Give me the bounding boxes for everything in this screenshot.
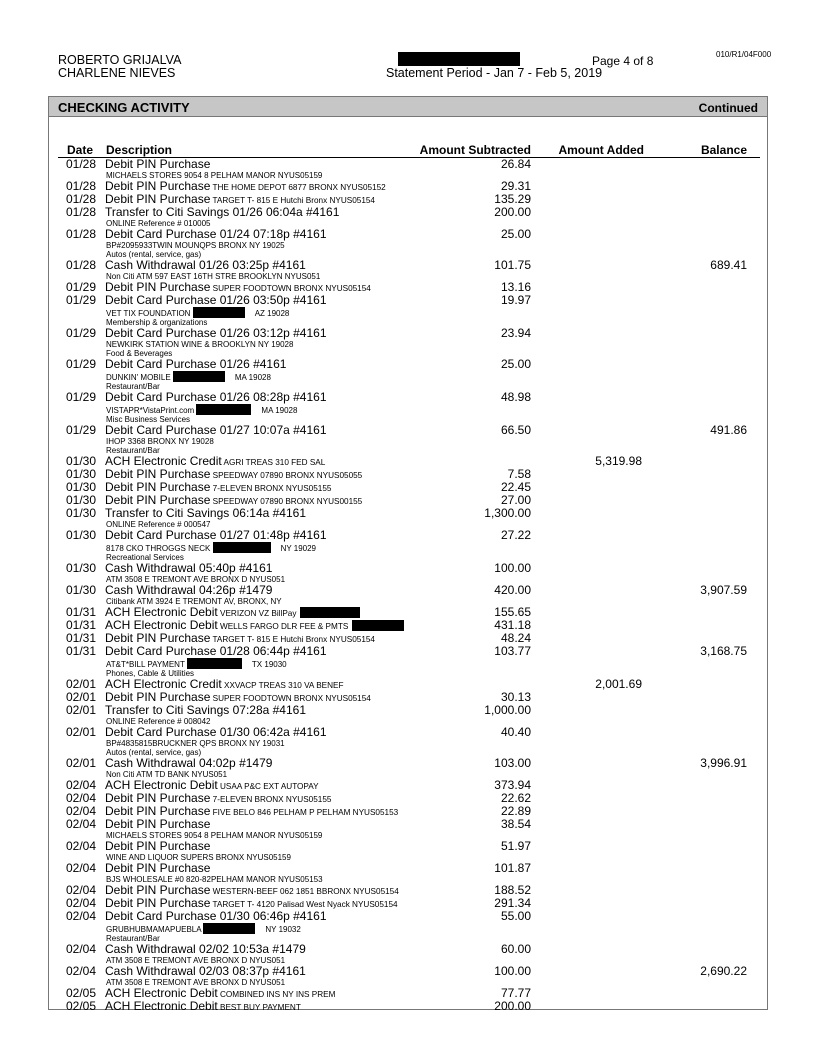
row-main-line: [58, 507, 760, 520]
txn-location: AZ 19028: [254, 309, 290, 318]
amount-subtracted: 155.65: [494, 605, 531, 619]
row-main-line: [58, 840, 760, 853]
amount-subtracted: 101.87: [494, 861, 531, 875]
table-row: [58, 507, 760, 529]
txn-detail: TARGET T- 4120 Palisad West Nyack NYUS05154: [210, 900, 398, 909]
txn-type: ACH Electronic Debit: [105, 605, 218, 619]
txn-description: [105, 358, 286, 371]
txn-detail: SPEEDWAY 07890 BRONX NYUS05055: [210, 471, 363, 480]
txn-detail: FIVE BELO 846 PELHAM P PELHAM NYUS05153: [210, 808, 399, 817]
txn-type: Debit PIN Purchase: [105, 157, 211, 171]
txn-subline-text: GRUBHUBMAMAPUEBLA: [106, 925, 202, 934]
txn-type: Cash Withdrawal 05:40p #4161: [105, 561, 273, 575]
redaction-block: [173, 371, 225, 382]
txn-subline-text: BP#2095933TWIN MOUNQPS BRONX NY 19025: [106, 241, 285, 250]
txn-type: Transfer to Citi Savings 07:28a #4161: [105, 703, 307, 717]
amount-subtracted: 29.31: [500, 179, 531, 193]
txn-location: NY 19032: [265, 925, 301, 934]
txn-type: Cash Withdrawal 02/03 08:37p #4161: [105, 964, 306, 978]
table-row: [58, 704, 760, 726]
amount-subtracted: 100.00: [494, 964, 531, 978]
row-main-line: [58, 158, 760, 171]
table-row: [58, 358, 760, 391]
txn-subline: [58, 923, 760, 934]
txn-subline-text: Autos (rental, service, gas): [106, 748, 202, 757]
amount-subtracted: 48.98: [500, 390, 531, 404]
txn-subline: [58, 658, 760, 669]
col-description: Description: [106, 143, 173, 157]
txn-date: 01/28: [65, 205, 96, 219]
row-main-line: [58, 862, 760, 875]
txn-date: 01/28: [65, 258, 96, 272]
txn-date: 02/04: [65, 778, 96, 792]
txn-date: 02/04: [65, 942, 96, 956]
amount-subtracted: 55.00: [500, 909, 531, 923]
txn-detail: SPEEDWAY 07890 BRONX NYUS00155: [210, 497, 363, 506]
row-main-line: [58, 228, 760, 241]
txn-type: Debit Card Purchase 01/27 10:07a #4161: [105, 423, 327, 437]
txn-type: Debit PIN Purchase: [105, 861, 211, 875]
txn-type: ACH Electronic Debit: [105, 999, 218, 1013]
redaction-block: [398, 52, 520, 66]
txn-subline: [58, 371, 760, 382]
txn-type: ACH Electronic Credit: [105, 454, 222, 468]
txn-type: Debit PIN Purchase: [105, 480, 211, 494]
txn-location: NY 19029: [280, 544, 316, 553]
txn-date: 02/04: [65, 791, 96, 805]
table-row: [58, 294, 760, 327]
table-row: [58, 965, 760, 987]
row-main-line: [58, 327, 760, 340]
amount-subtracted: 25.00: [500, 357, 531, 371]
txn-date: 01/30: [65, 583, 96, 597]
amount-subtracted: 373.94: [494, 778, 531, 792]
txn-type: Cash Withdrawal 04:26p #1479: [105, 583, 273, 597]
txn-date: 02/01: [65, 690, 96, 704]
row-main-line: [58, 562, 760, 575]
amount-subtracted: 13.16: [500, 280, 531, 294]
txn-type: Debit PIN Purchase: [105, 791, 211, 805]
txn-subline-text: Restaurant/Bar: [106, 382, 160, 391]
txn-detail: SUPER FOODTOWN BRONX NYUS05154: [210, 694, 371, 703]
amount-subtracted: 25.00: [500, 227, 531, 241]
amount-subtracted: 22.89: [500, 804, 531, 818]
table-row: [58, 327, 760, 358]
table-row: [58, 584, 760, 606]
txn-detail: XXVACP TREAS 310 VA BENEF: [221, 681, 344, 690]
table-row: [58, 562, 760, 584]
txn-subline-text: Non Citi ATM 597 EAST 16TH STRE BROOKLYN NYUS051: [106, 272, 321, 281]
balance: 2,690.22: [700, 964, 747, 978]
amount-subtracted: 51.97: [500, 839, 531, 853]
txn-date: 01/31: [65, 605, 96, 619]
txn-date: 01/30: [65, 454, 96, 468]
txn-subline-text: ATM 3508 E TREMONT AVE BRONX D NYUS051: [106, 978, 286, 987]
txn-type: Debit PIN Purchase: [105, 839, 211, 853]
table-row: [58, 757, 760, 779]
txn-subline-text: Membership & organizations: [106, 318, 208, 327]
txn-subline: [58, 340, 760, 349]
txn-description: [105, 910, 327, 923]
txn-subline: [58, 307, 760, 318]
balance: 3,907.59: [700, 583, 747, 597]
txn-type: Cash Withdrawal 04:02p #1479: [105, 756, 273, 770]
txn-detail: 7-ELEVEN BRONX NYUS05155: [210, 484, 332, 493]
txn-type: Debit Card Purchase 01/28 06:44p #4161: [105, 644, 327, 658]
row-main-line: [58, 206, 760, 219]
txn-date: 02/04: [65, 964, 96, 978]
txn-date: 02/04: [65, 883, 96, 897]
table-row: [58, 391, 760, 424]
txn-location: TX 19030: [251, 660, 287, 669]
txn-type: Debit PIN Purchase: [105, 467, 211, 481]
txn-subline-text: DUNKIN' MOBILE: [106, 373, 171, 382]
txn-description: [105, 757, 272, 770]
txn-subline-text: Citibank ATM 3924 E TREMONT AV, BRONX, NY: [106, 597, 282, 606]
amount-subtracted: 135.29: [494, 192, 531, 206]
row-main-line: [58, 704, 760, 717]
row-main-line: [58, 391, 760, 404]
txn-subline-text: ONLINE Reference # 000547: [106, 520, 211, 529]
table-row: [58, 424, 760, 455]
table-row: [58, 1000, 760, 1013]
table-row: [58, 228, 760, 259]
section-title: CHECKING ACTIVITY: [58, 100, 190, 115]
amount-subtracted: 66.50: [500, 423, 531, 437]
txn-subline-text: Recreational Services: [106, 553, 184, 562]
txn-type: Debit PIN Purchase: [105, 690, 211, 704]
txn-description: [105, 228, 327, 241]
txn-detail: TARGET T- 815 E Hutchi Bronx NYUS05154: [210, 196, 375, 205]
txn-description: [105, 327, 327, 340]
txn-type: Debit Card Purchase 01/24 07:18p #4161: [105, 227, 327, 241]
txn-description: [105, 862, 210, 875]
txn-detail: BEST BUY PAYMENT: [217, 1003, 301, 1012]
txn-subline-text: MICHAELS STORES 9054 8 PELHAM MANOR NYUS05159: [106, 171, 323, 180]
amount-subtracted: 200.00: [494, 999, 531, 1013]
txn-type: Debit PIN Purchase: [105, 192, 211, 206]
row-main-line: [58, 424, 760, 437]
txn-type: Debit PIN Purchase: [105, 817, 211, 831]
amount-subtracted: 200.00: [494, 205, 531, 219]
col-balance: Balance: [700, 143, 747, 157]
txn-type: ACH Electronic Debit: [105, 618, 218, 632]
txn-subline-text: ATM 3508 E TREMONT AVE BRONX D NYUS051: [106, 956, 286, 965]
row-main-line: [58, 529, 760, 542]
table-row: [58, 818, 760, 840]
txn-date: 02/01: [65, 756, 96, 770]
txn-type: ACH Electronic Debit: [105, 986, 218, 1000]
txn-description: [105, 840, 210, 853]
txn-date: 02/04: [65, 896, 96, 910]
amount-subtracted: 1,300.00: [484, 506, 531, 520]
redaction-block: [352, 620, 404, 631]
txn-type: Debit PIN Purchase: [105, 896, 211, 910]
txn-subline-text: 8178 CKO THROGGS NECK: [106, 544, 211, 553]
row-main-line: [58, 757, 760, 770]
row-main-line: [58, 965, 760, 978]
txn-subline-text: Misc Business Services: [106, 415, 191, 424]
txn-subline-text: ONLINE Reference # 010005: [106, 219, 211, 228]
redaction-block: [203, 923, 255, 934]
txn-subline-text: IHOP 3368 BRONX NY 19028: [106, 437, 214, 446]
amount-subtracted: 1,000.00: [484, 703, 531, 717]
txn-description: [105, 424, 327, 437]
txn-date: 01/31: [65, 631, 96, 645]
txn-detail: THE HOME DEPOT 6877 BRONX NYUS05152: [210, 183, 386, 192]
txn-date: 02/04: [65, 909, 96, 923]
table-row: [58, 943, 760, 965]
txn-subline: [58, 437, 760, 446]
txn-subline-text: BP#4835815BRUCKNER QPS BRONX NY 19031: [106, 739, 285, 748]
txn-date: 01/28: [65, 179, 96, 193]
balance: 689.41: [710, 258, 747, 272]
txn-type: Debit PIN Purchase: [105, 631, 211, 645]
txn-detail: COMBINED INS NY INS PREM: [217, 990, 336, 999]
txn-subline: [58, 739, 760, 748]
holder-name-2: CHARLENE NIEVES: [58, 66, 176, 80]
txn-subline-text: WINE AND LIQUOR SUPERS BRONX NYUS05159: [106, 853, 291, 862]
row-main-line: [58, 818, 760, 831]
txn-detail: 7-ELEVEN BRONX NYUS05155: [210, 795, 332, 804]
txn-subline-text: Restaurant/Bar: [106, 934, 160, 943]
txn-description: [105, 294, 327, 307]
txn-date: 02/04: [65, 817, 96, 831]
txn-date: 01/29: [65, 423, 96, 437]
table-row: [58, 840, 760, 862]
txn-description: [105, 507, 306, 520]
txn-description: [105, 562, 272, 575]
txn-detail: AGRI TREAS 310 FED SAL: [221, 458, 326, 467]
txn-subline-text: Restaurant/Bar: [106, 446, 160, 455]
txn-description: [105, 259, 306, 272]
txn-type: Debit Card Purchase 01/30 06:46p #4161: [105, 909, 327, 923]
row-main-line: [58, 584, 760, 597]
txn-date: 01/29: [65, 326, 96, 340]
amount-subtracted: 60.00: [500, 942, 531, 956]
txn-type: Debit Card Purchase 01/26 #4161: [105, 357, 287, 371]
amount-subtracted: 7.58: [507, 467, 531, 481]
row-main-line: [58, 726, 760, 739]
txn-type: Transfer to Citi Savings 06:14a #4161: [105, 506, 307, 520]
txn-type: Debit Card Purchase 01/26 08:28p #4161: [105, 390, 327, 404]
amount-subtracted: 38.54: [500, 817, 531, 831]
amount-subtracted: 291.34: [494, 896, 531, 910]
txn-type: ACH Electronic Debit: [105, 778, 218, 792]
amount-subtracted: 103.00: [494, 756, 531, 770]
txn-date: 02/01: [65, 703, 96, 717]
txn-date: 01/29: [65, 293, 96, 307]
amount-subtracted: 48.24: [500, 631, 531, 645]
transaction-list: [58, 158, 760, 1013]
txn-subline: [58, 404, 760, 415]
amount-subtracted: 100.00: [494, 561, 531, 575]
amount-added: 5,319.98: [595, 454, 642, 468]
document-code: 010/R1/04F000: [716, 50, 772, 59]
txn-type: Debit PIN Purchase: [105, 280, 211, 294]
txn-type: Debit PIN Purchase: [105, 883, 211, 897]
txn-subline-text: ONLINE Reference # 008042: [106, 717, 211, 726]
amount-subtracted: 23.94: [500, 326, 531, 340]
holder-name-1: ROBERTO GRIJALVA: [58, 53, 182, 67]
txn-date: 01/30: [65, 480, 96, 494]
txn-description: [105, 206, 339, 219]
section-header: [49, 97, 767, 117]
txn-date: 01/30: [65, 528, 96, 542]
txn-subline-text: Autos (rental, service, gas): [106, 250, 202, 259]
amount-subtracted: 27.00: [500, 493, 531, 507]
page-number: Page 4 of 8: [592, 54, 654, 68]
txn-date: 02/05: [65, 986, 96, 1000]
table-row: [58, 862, 760, 884]
txn-type: Cash Withdrawal 01/26 03:25p #4161: [105, 258, 306, 272]
redaction-block: [187, 658, 242, 669]
account-holders: [58, 54, 181, 80]
txn-subline-text: AT&T*BILL PAYMENT: [106, 660, 185, 669]
txn-subline-text: Phones, Cable & Utilities: [106, 669, 195, 678]
txn-description: [105, 1000, 301, 1014]
redaction-block: [196, 404, 251, 415]
amount-subtracted: 30.13: [500, 690, 531, 704]
amount-subtracted: 19.97: [500, 293, 531, 307]
table-row: [58, 206, 760, 228]
txn-subline-text: ATM 3508 E TREMONT AVE BRONX D NYUS051: [106, 575, 286, 584]
balance: 3,996.91: [700, 756, 747, 770]
txn-type: Debit Card Purchase 01/26 03:50p #4161: [105, 293, 327, 307]
table-row: [58, 529, 760, 562]
txn-detail: SUPER FOODTOWN BRONX NYUS05154: [210, 284, 371, 293]
txn-date: 02/04: [65, 861, 96, 875]
balance: 3,168.75: [700, 644, 747, 658]
table-row: [58, 645, 760, 678]
row-main-line: [58, 943, 760, 956]
table-row: [58, 726, 760, 757]
txn-subline-text: Food & Beverages: [106, 349, 173, 358]
txn-date: 01/29: [65, 280, 96, 294]
amount-added: 2,001.69: [595, 677, 642, 691]
txn-date: 01/28: [65, 157, 96, 171]
amount-subtracted: 40.40: [500, 725, 531, 739]
txn-date: 01/30: [65, 467, 96, 481]
txn-description: [105, 818, 210, 831]
redaction-block: [213, 542, 271, 553]
txn-type: Cash Withdrawal 02/02 10:53a #1479: [105, 942, 306, 956]
txn-description: [105, 645, 327, 658]
table-row: [58, 910, 760, 943]
txn-date: 01/30: [65, 561, 96, 575]
row-main-line: [58, 358, 760, 371]
txn-detail: WELLS FARGO DLR FEE & PMTS: [217, 622, 349, 631]
col-amount-subtracted: Amount Subtracted: [419, 143, 531, 157]
amount-subtracted: 420.00: [494, 583, 531, 597]
txn-type: Debit Card Purchase 01/26 03:12p #4161: [105, 326, 327, 340]
txn-date: 01/28: [65, 227, 96, 241]
txn-description: [105, 158, 210, 171]
txn-description: [105, 529, 327, 542]
txn-subline: [58, 542, 760, 553]
redaction-block: [300, 607, 360, 618]
txn-date: 02/05: [65, 999, 96, 1013]
table-row: [58, 259, 760, 281]
txn-date: 02/01: [65, 725, 96, 739]
txn-type: Debit Card Purchase 01/30 06:42a #4161: [105, 725, 327, 739]
amount-subtracted: 103.77: [494, 644, 531, 658]
amount-subtracted: 101.75: [494, 258, 531, 272]
amount-subtracted: 27.22: [500, 528, 531, 542]
row-main-line: [58, 910, 760, 923]
txn-description: [105, 704, 306, 717]
row-main-line: [58, 1000, 760, 1013]
txn-date: 01/29: [65, 357, 96, 371]
txn-description: [105, 584, 272, 597]
col-date: Date: [67, 143, 94, 157]
amount-subtracted: 26.84: [500, 157, 531, 171]
col-amount-added: Amount Added: [558, 143, 644, 157]
txn-date: 01/31: [65, 644, 96, 658]
txn-type: Debit PIN Purchase: [105, 804, 211, 818]
redaction-block: [193, 307, 245, 318]
statement-period: Statement Period - Jan 7 - Feb 5, 2019: [386, 66, 603, 80]
txn-description: [105, 391, 327, 404]
continued-label: Continued: [698, 101, 758, 115]
txn-date: 01/30: [65, 506, 96, 520]
row-main-line: [58, 259, 760, 272]
txn-date: 02/01: [65, 677, 96, 691]
txn-detail: USAA P&C EXT AUTOPAY: [217, 782, 319, 791]
txn-subline-text: VET TIX FOUNDATION: [106, 309, 191, 318]
txn-type: Debit Card Purchase 01/27 01:48p #4161: [105, 528, 327, 542]
amount-subtracted: 188.52: [494, 883, 531, 897]
txn-date: 01/31: [65, 618, 96, 632]
txn-detail: VERIZON VZ BillPay: [217, 609, 297, 618]
txn-subline-text: BJS WHOLESALE #0 820-82PELHAM MANOR NYUS05153: [106, 875, 323, 884]
txn-description: [105, 965, 306, 978]
txn-subline-text: NEWKIRK STATION WINE & BROOKLYN NY 19028: [106, 340, 294, 349]
txn-date: 01/30: [65, 493, 96, 507]
txn-date: 02/04: [65, 839, 96, 853]
txn-type: Debit PIN Purchase: [105, 493, 211, 507]
txn-detail: TARGET T- 815 E Hutchi Bronx NYUS05154: [210, 635, 375, 644]
txn-subline: [58, 241, 760, 250]
amount-subtracted: 431.18: [494, 618, 531, 632]
amount-subtracted: 77.77: [500, 986, 531, 1000]
amount-subtracted: 22.62: [500, 791, 531, 805]
txn-subline-text: MICHAELS STORES 9054 8 PELHAM MANOR NYUS05159: [106, 831, 323, 840]
row-main-line: [58, 645, 760, 658]
txn-date: 02/04: [65, 804, 96, 818]
txn-date: 01/29: [65, 390, 96, 404]
table-row: [58, 158, 760, 180]
txn-detail: WESTERN-BEEF 062 1851 BBRONX NYUS05154: [210, 887, 399, 896]
txn-location: MA 19028: [234, 373, 271, 382]
txn-type: ACH Electronic Credit: [105, 677, 222, 691]
txn-location: MA 19028: [261, 406, 298, 415]
txn-description: [105, 726, 327, 739]
row-main-line: [58, 294, 760, 307]
txn-subline-text: Non Citi ATM TD BANK NYUS051: [106, 770, 228, 779]
txn-type: Transfer to Citi Savings 01/26 06:04a #4161: [105, 205, 340, 219]
txn-date: 01/28: [65, 192, 96, 206]
txn-subline-text: VISTAPR*VistaPrint.com: [106, 406, 195, 415]
amount-subtracted: 22.45: [500, 480, 531, 494]
balance: 491.86: [710, 423, 747, 437]
txn-type: Debit PIN Purchase: [105, 179, 211, 193]
txn-description: [105, 943, 306, 956]
